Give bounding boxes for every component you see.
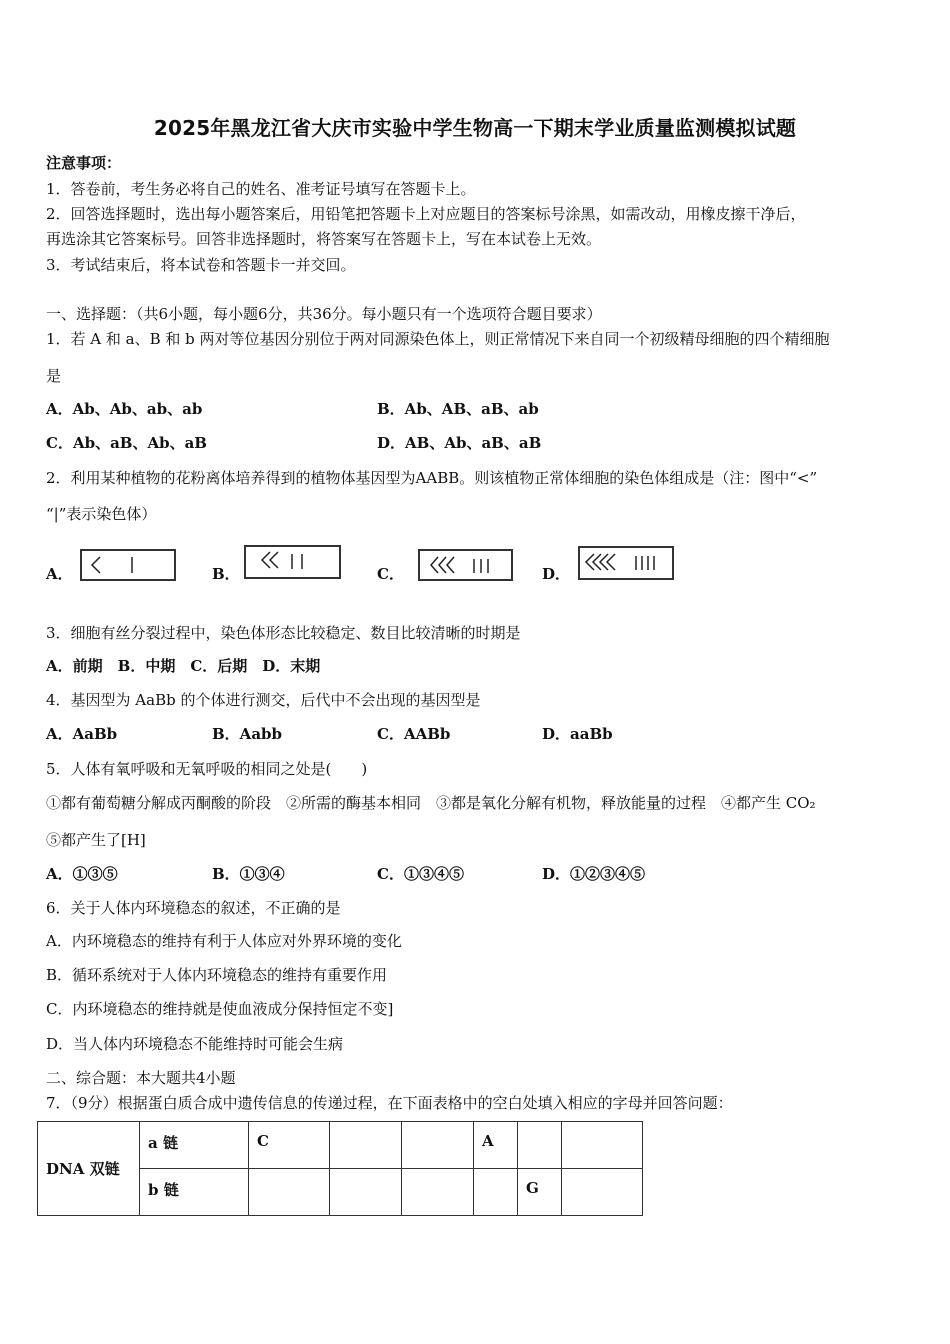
q1-option-c: C．Ab、aB、Ab、aB — [46, 434, 207, 452]
q5-option-a: A．①③⑤ — [46, 865, 118, 883]
q5-statements: ①都有葡萄糖分解成丙酮酸的阶段 ②所需的酶基本相同 ③都是氧化分解有机物，释放能量的过程 ④都产生 CO₂ — [46, 794, 816, 812]
q2-figure-d — [578, 546, 674, 580]
q6-option-c: C．内环境稳态的维持就是使血液成分保持恒定不变] — [46, 1000, 394, 1018]
dna-double-strand-label: DNA 双链 — [38, 1122, 140, 1216]
table-cell: A — [474, 1122, 518, 1169]
notice-item: 3．考试结束后，将本试卷和答题卡一并交回。 — [46, 256, 356, 274]
q1-stem: 1．若 A 和 a、B 和 b 两对等位基因分别位于两对同源染色体上，则正常情况下来自同一个初级精母细胞的四个精细胞 — [46, 330, 830, 348]
section1-heading: 一、选择题：（共6小题，每小题6分，共36分。每小题只有一个选项符合题目要求） — [46, 305, 602, 323]
q1-option-a: A．Ab、Ab、ab、ab — [46, 400, 203, 418]
q7-stem: 7．（9分）根据蛋白质合成中遗传信息的传递过程，在下面表格中的空白处填入相应的字母并回答问题： — [46, 1094, 733, 1112]
table-cell — [402, 1169, 474, 1216]
q1-option-d: D．AB、Ab、aB、aB — [377, 434, 542, 452]
notice-heading: 注意事项： — [46, 154, 122, 172]
table-cell — [518, 1122, 562, 1169]
q2-option-b: B． — [212, 565, 240, 583]
q4-option-b: B．Aabb — [212, 725, 283, 743]
q5-option-c: C．①③④⑤ — [377, 865, 464, 883]
table-cell — [402, 1122, 474, 1169]
q2-figure-a — [80, 549, 176, 581]
section2-heading: 二、综合题：本大题共4小题 — [46, 1069, 236, 1087]
q6-option-d: D．当人体内环境稳态不能维持时可能会生病 — [46, 1035, 344, 1053]
q6-option-b: B．循环系统对于人体内环境稳态的维持有重要作用 — [46, 966, 388, 984]
table-row — [38, 1122, 643, 1169]
chromosome-figure-c — [420, 551, 511, 579]
table-cell: C — [249, 1122, 330, 1169]
q1-stem-cont: 是 — [46, 367, 62, 385]
q2-option-c: C． — [377, 565, 404, 583]
chromosome-figure-a — [82, 551, 174, 579]
q1-option-b: B．Ab、AB、aB、ab — [377, 400, 539, 418]
q2-figure-b — [244, 545, 341, 579]
table-cell — [562, 1122, 643, 1169]
chromosome-figure-d — [580, 548, 672, 578]
q6-stem: 6．关于人体内环境稳态的叙述，不正确的是 — [46, 899, 341, 917]
table-cell: b 链 — [140, 1169, 249, 1216]
dna-table — [37, 1121, 643, 1216]
notice-item: 再选涂其它答案标号。回答非选择题时，将答案写在答题卡上，写在本试卷上无效。 — [46, 230, 602, 248]
table-cell — [330, 1169, 402, 1216]
q3-stem: 3．细胞有丝分裂过程中，染色体形态比较稳定、数目比较清晰的时期是 — [46, 624, 521, 642]
q5-statements-cont: ⑤都产生了[H] — [46, 831, 146, 849]
notice-item: 2．回答选择题时，选出每小题答案后，用铅笔把答题卡上对应题目的答案标号涂黑，如需改动，用橡皮擦干净后， — [46, 205, 806, 223]
q6-option-a: A．内环境稳态的维持有利于人体应对外界环境的变化 — [46, 932, 402, 950]
q4-option-c: C．AABb — [377, 725, 451, 743]
q2-stem-cont: “|”表示染色体） — [46, 505, 157, 523]
table-cell — [562, 1169, 643, 1216]
q2-figure-c — [418, 549, 513, 581]
table-cell: G — [518, 1169, 562, 1216]
q4-option-d: D．aaBb — [542, 725, 613, 743]
q2-option-d: D． — [542, 565, 571, 583]
q4-option-a: A．AaBb — [46, 725, 118, 743]
table-cell — [330, 1122, 402, 1169]
notice-item: 1．答卷前，考生务必将自己的姓名、准考证号填写在答题卡上。 — [46, 180, 476, 198]
q3-options: A．前期 B．中期 C．后期 D．末期 — [46, 657, 321, 675]
q5-stem: 5．人体有氧呼吸和无氧呼吸的相同之处是( ) — [46, 760, 368, 778]
table-cell — [249, 1169, 330, 1216]
q2-stem: 2．利用某种植物的花粉离体培养得到的植物体基因型为AABB。则该植物正常体细胞的染色体组成是（注：图中“<” — [46, 469, 818, 487]
table-cell: a 链 — [140, 1122, 249, 1169]
table-cell — [474, 1169, 518, 1216]
page-title: 2025年黑龙江省大庆市实验中学生物高一下期末学业质量监测模拟试题 — [153, 116, 797, 140]
chromosome-figure-b — [246, 547, 339, 577]
q5-option-d: D．①②③④⑤ — [542, 865, 646, 883]
q4-stem: 4．基因型为 AaBb 的个体进行测交，后代中不会出现的基因型是 — [46, 691, 481, 709]
q2-option-a: A． — [46, 565, 73, 583]
q5-option-b: B．①③④ — [212, 865, 285, 883]
